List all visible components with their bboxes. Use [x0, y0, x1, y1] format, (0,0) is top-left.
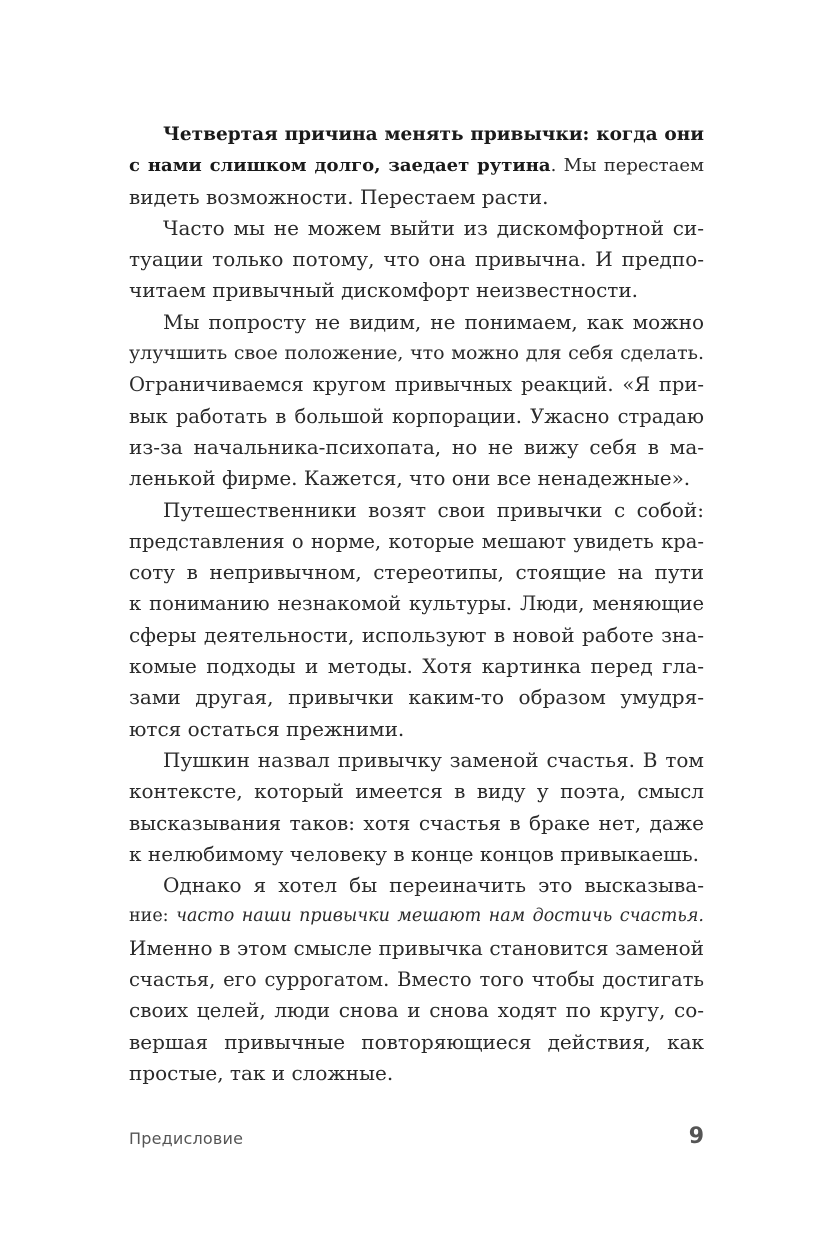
text-line: счастья, его суррогатом. Вместо того чтобы достигать — [129, 968, 704, 992]
text-line: контексте, который имеется в виду у поэта, смысл — [129, 779, 704, 804]
text-line: своих целей, люди снова и снова ходят по кругу, со- — [129, 998, 704, 1023]
text-line: Пушкин назвал привычку заменой счастья. В том — [163, 747, 704, 772]
text-line — [129, 119, 704, 150]
text-line: Однако я хотел бы переиначить это высказыва- — [163, 873, 704, 898]
text-line: видеть возможности. Перестаем расти. — [129, 184, 549, 209]
text-line: к пониманию незнакомой культуры. Люди, меняющие — [129, 592, 704, 616]
text-line: сферы деятельности, используют в новой работе зна- — [129, 622, 704, 647]
text-line: ются остаться прежними. — [129, 716, 405, 741]
text-line: соту в непривычном, стереотипы, стоящие на пути — [129, 560, 704, 585]
text-line: простые, так и сложные. — [129, 1060, 394, 1085]
text-line: высказывания таков: хотя счастья в браке нет, даже — [129, 810, 704, 835]
body-text — [129, 119, 704, 1089]
text-line: зами другая, привычки каким-то образом умудря- — [129, 685, 704, 710]
text-line: представления о норме, которые мешают увидеть кра- — [129, 529, 704, 553]
running-footer-section-title: Предисловие — [129, 1129, 244, 1148]
text-line: вык работать в большой корпорации. Ужасно страдаю — [129, 404, 704, 428]
text-line: Путешественники возят свои привычки с собой: — [163, 497, 704, 522]
page-number: 9 — [688, 1124, 704, 1149]
italic-phrase: часто наши привычки мешают нам достичь счастья. — [176, 906, 704, 927]
text-line: улучшить свое положение, что можно для себя сделать. — [129, 342, 704, 365]
text-line: Часто мы не можем выйти из дискомфортной си- — [163, 215, 704, 240]
bold-phrase: с нами слишком долго, заедает рутина — [129, 155, 551, 177]
text-line: читаем привычный дискомфорт неизвестности. — [129, 278, 639, 303]
text-line: Ограничиваемся кругом привычных реакций. «Я при- — [129, 373, 704, 397]
text-line: из-за начальника-психопата, но не вижу себя в ма- — [129, 434, 704, 459]
text-line: с нами слишком долго, заедает рутина. Мы перестаем — [129, 155, 705, 177]
text-line: ние: часто наши привычки мешают нам достичь счастья. — [129, 906, 704, 927]
text-line: вершая привычные повторяющиеся действия, как — [129, 1029, 704, 1054]
text-line: туации только потому, что она привычна. И предпо- — [129, 247, 704, 272]
text-line: комые подходы и методы. Хотя картинка перед гла- — [129, 654, 704, 679]
text-line: Именно в этом смысле привычка становится заменой — [129, 935, 704, 960]
text-line: Мы попросту не видим, не понимаем, как можно — [163, 309, 704, 334]
text-line: к нелюбимому человеку в конце концов привыкаешь. — [129, 841, 699, 866]
text-line: ленькой фирме. Кажется, что они все ненадежные». — [129, 466, 691, 491]
bold-phrase: Четвертая причина менять привычки: когда они — [163, 124, 704, 145]
